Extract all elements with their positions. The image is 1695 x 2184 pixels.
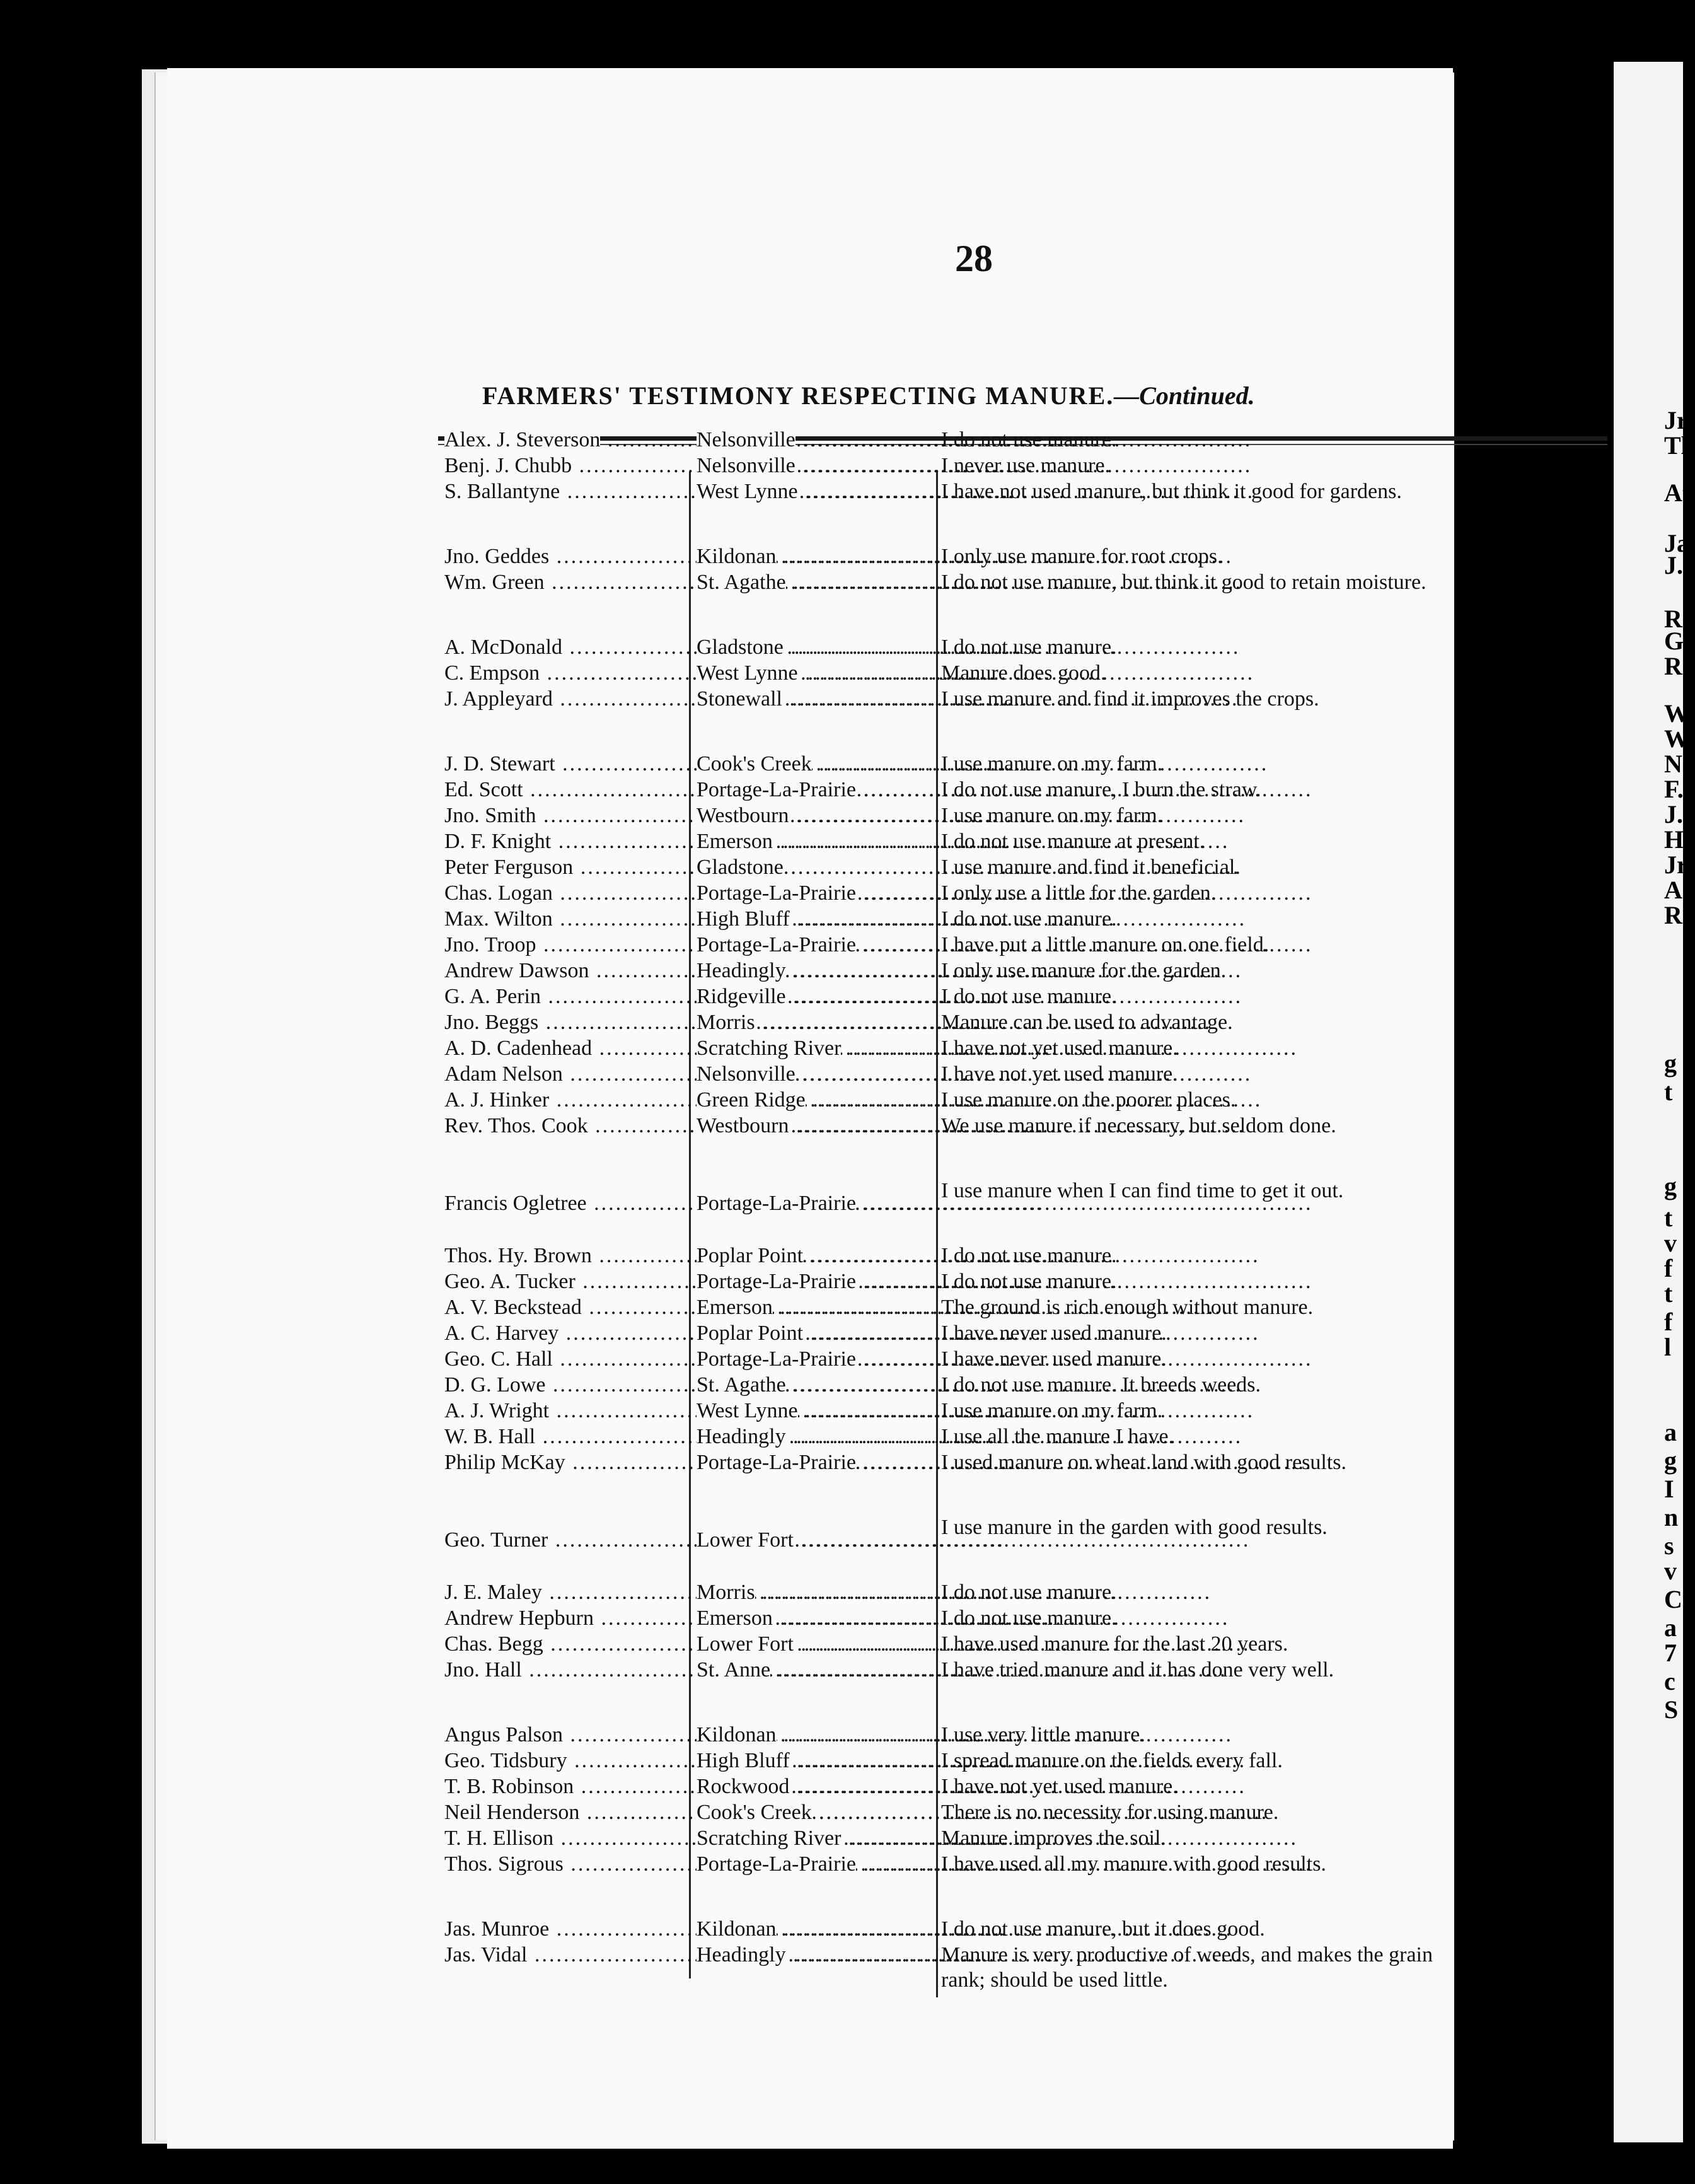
- farmer-place: [697, 777, 939, 803]
- farmer-name-text: C. Empson: [444, 661, 540, 685]
- farmer-answer: I do not use manure.: [941, 1244, 1117, 1267]
- farmer-answer: I do not use manure.: [941, 1581, 1117, 1604]
- farmer-answer: I use manure on my farm.: [941, 1399, 1163, 1422]
- facing-page-fragment: Gi: [1664, 627, 1691, 655]
- heading-continued: —Continued.: [1114, 381, 1255, 410]
- farmer-name-text: Philip McKay: [444, 1451, 565, 1474]
- farmer-name-text: Andrew Dawson: [444, 959, 589, 982]
- farmer-place: [697, 453, 939, 479]
- farmer-place: [697, 829, 939, 854]
- facing-page-fragment: Jr: [1664, 851, 1688, 879]
- farmer-place: [697, 752, 939, 777]
- farmer-name-text: Geo. C. Hall: [444, 1347, 553, 1371]
- facing-page-fragment: c: [1664, 1667, 1675, 1695]
- farmer-place-text: Portage-La-Prairie: [697, 933, 856, 956]
- farmer-place: [697, 881, 939, 906]
- facing-page-fragment: R: [1664, 901, 1682, 929]
- farmer-place: [697, 1036, 939, 1061]
- farmer-place: [697, 1774, 939, 1799]
- farmer-place-text: Westbourn: [697, 1114, 789, 1137]
- facing-page-edge: [1614, 62, 1695, 2142]
- farmer-place-text: St. Agathe: [697, 1373, 786, 1397]
- farmer-place: [697, 687, 939, 712]
- farmer-place: [697, 1606, 939, 1631]
- farmer-name-text: A. J. Wright: [444, 1399, 550, 1422]
- farmer-place-text: Emerson: [697, 1606, 773, 1630]
- page-number: 28: [955, 238, 993, 279]
- farmer-place: [697, 958, 939, 984]
- farmer-answer: I have put a little manure on one field.: [941, 933, 1270, 956]
- farmer-answer: I only use a little for the garden.: [941, 881, 1217, 905]
- farmer-place: [697, 1852, 939, 1877]
- farmer-place: [697, 1269, 939, 1294]
- farmer-answer: I use all the manure I have.: [941, 1425, 1174, 1448]
- farmer-place: [697, 570, 939, 595]
- facing-page-fragment: f: [1664, 1254, 1673, 1282]
- farmer-answer: I use manure on my farm.: [941, 804, 1163, 827]
- facing-page-fragment: N: [1664, 750, 1682, 778]
- farmer-place-text: High Bluff: [697, 1749, 790, 1772]
- facing-page-fragment: n: [1664, 1503, 1679, 1531]
- farmer-place-text: Portage-La-Prairie: [697, 881, 856, 905]
- facing-page-fragment: A: [1664, 876, 1682, 904]
- facing-page-fragment: Ro: [1664, 652, 1695, 680]
- farmer-answer: Manure improves the soil.: [941, 1827, 1166, 1850]
- farmer-answer: I do not use manure.: [941, 985, 1117, 1008]
- farmer-place-text: Rockwood: [697, 1775, 790, 1798]
- farmer-place-text: Ridgeville: [697, 985, 786, 1008]
- farmer-place: [697, 1347, 939, 1372]
- farmer-place: [697, 1943, 939, 1968]
- farmer-answer: We use manure if necessary, but seldom done.: [941, 1114, 1336, 1137]
- farmer-name-text: J. E. Maley: [444, 1581, 542, 1604]
- farmer-place-text: Kildonan: [697, 1917, 777, 1941]
- farmer-answer: I do not use manure.: [941, 1606, 1117, 1630]
- farmer-answer: I do not use manure.: [941, 1270, 1117, 1293]
- farmer-place-text: Portage-La-Prairie: [697, 1270, 856, 1293]
- farmer-name-text: Rev. Thos. Cook: [444, 1114, 588, 1137]
- farmer-place-text: Poplar Point: [697, 1244, 804, 1267]
- facing-page-fragment: a: [1664, 1613, 1677, 1642]
- farmer-place-text: Portage-La-Prairie: [697, 778, 856, 801]
- farmer-name-text: A. McDonald: [444, 636, 562, 659]
- facing-page-fragment: C: [1664, 1585, 1682, 1613]
- farmer-place-text: Portage-La-Prairie: [697, 1192, 856, 1215]
- farmer-name-text: Jno. Geddes: [444, 545, 550, 568]
- farmer-answer: There is no necessity for using manure.: [941, 1801, 1279, 1824]
- farmer-place-text: Morris: [697, 1581, 755, 1604]
- farmer-place: [697, 1800, 939, 1825]
- farmer-place-text: Portage-La-Prairie: [697, 1852, 856, 1876]
- farmer-place: [697, 1295, 939, 1320]
- farmer-place-text: Nelsonville: [697, 454, 795, 477]
- facing-page-fragment: a: [1664, 1418, 1677, 1446]
- farmer-answer: I used manure on wheat land with good results.: [941, 1451, 1347, 1474]
- farmer-name-text: G. A. Perin: [444, 985, 541, 1008]
- farmer-place: [697, 1243, 939, 1269]
- facing-page-fragment: l: [1664, 1333, 1672, 1361]
- farmer-place-text: Portage-La-Prairie: [697, 1347, 856, 1371]
- farmer-name-text: Alex. J. Steverson: [444, 428, 601, 451]
- farmer-name-text: Peter Ferguson: [444, 856, 574, 879]
- farmer-answer: I do not use manure.: [941, 428, 1117, 451]
- farmer-name-text: Geo. Turner: [444, 1528, 548, 1552]
- farmer-answer: I use manure and find it improves the crops.: [941, 687, 1319, 711]
- farmer-place-text: Poplar Point: [697, 1321, 804, 1345]
- farmer-place-text: Emerson: [697, 1296, 773, 1319]
- farmer-answer: Manure is very productive of weeds, and makes the grain rank; should be used little.: [941, 1943, 1433, 1992]
- farmer-place-text: West Lynne: [697, 480, 798, 503]
- farmer-name-text: A. D. Cadenhead: [444, 1037, 593, 1060]
- farmer-name-text: S. Ballantyne: [444, 480, 560, 503]
- facing-page-fragment: t: [1664, 1279, 1673, 1308]
- farmer-name-text: W. B. Hall: [444, 1425, 536, 1448]
- farmer-name-text: D. G. Lowe: [444, 1373, 546, 1397]
- farmer-name-text: Geo. A. Tucker: [444, 1270, 576, 1293]
- farmer-place-text: Scratching River: [697, 1827, 842, 1850]
- farmer-place: [697, 635, 939, 660]
- farmer-place: [697, 1321, 939, 1346]
- farmer-name-text: Jas. Vidal: [444, 1943, 528, 1966]
- farmer-place-text: St. Agathe: [697, 571, 786, 594]
- farmer-name-text: T. B. Robinson: [444, 1775, 574, 1798]
- farmer-answer: I have not yet used manure.: [941, 1037, 1178, 1060]
- facing-page-fragment: S: [1664, 1695, 1679, 1724]
- facing-page-fragment: t: [1664, 1204, 1673, 1232]
- farmer-answer: I use manure on my farm.: [941, 752, 1163, 775]
- farmer-place-text: Stonewall: [697, 687, 782, 711]
- farmer-place-text: Westbourn: [697, 804, 789, 827]
- farmer-answer: The ground is rich enough without manure.: [941, 1296, 1314, 1319]
- farmer-answer: I never use manure.: [941, 454, 1111, 477]
- farmer-name-text: Jas. Munroe: [444, 1917, 550, 1941]
- farmer-answer: Manure does good.: [941, 661, 1106, 685]
- farmer-name-text: J. Appleyard: [444, 687, 553, 711]
- farmer-name-text: Andrew Hepburn: [444, 1606, 594, 1630]
- farmer-name-text: Max. Wilton: [444, 907, 553, 931]
- farmer-place: [697, 1917, 939, 1942]
- farmer-name-text: Ed. Scott: [444, 778, 523, 801]
- farmer-place: [697, 984, 939, 1009]
- farmer-answer: I use very little manure.: [941, 1723, 1145, 1746]
- farmer-answer: I have never used manure.: [941, 1321, 1167, 1345]
- farmer-place-text: High Bluff: [697, 907, 790, 931]
- farmer-answer: I do not use manure, I burn the straw.: [941, 778, 1261, 801]
- farmer-name-text: A. J. Hinker: [444, 1088, 550, 1112]
- farmer-place-text: Green Ridge: [697, 1088, 806, 1112]
- facing-page-fragment: W: [1664, 699, 1689, 728]
- farmer-place: [697, 1010, 939, 1035]
- farmer-answer: I use manure in the garden with good results.: [941, 1516, 1328, 1539]
- facing-page-fragment: H: [1664, 825, 1684, 854]
- farmer-place: [697, 1580, 939, 1605]
- farmer-answer: I do not use manure.: [941, 636, 1117, 659]
- farmer-name-text: Chas. Begg: [444, 1632, 543, 1656]
- farmer-place: [697, 1722, 939, 1748]
- farmer-place-text: West Lynne: [697, 1399, 798, 1422]
- farmer-place-text: Headingly: [697, 1425, 786, 1448]
- farmer-place: [697, 1658, 939, 1683]
- farmer-name-text: Jno. Troop: [444, 933, 536, 956]
- farmer-place-text: Lower Fort: [697, 1528, 794, 1552]
- farmer-name-text: Jno. Smith: [444, 804, 536, 827]
- farmer-place: [697, 1398, 939, 1424]
- farmer-answer: I only use manure for the garden.: [941, 959, 1227, 982]
- facing-page-fragment: Tl: [1664, 431, 1688, 460]
- farmer-place: [697, 661, 939, 686]
- farmer-place-text: Cook's Creek: [697, 752, 812, 775]
- farmer-answer: I have not yet used manure.: [941, 1062, 1178, 1086]
- farmer-place: [697, 1748, 939, 1774]
- farmer-place-text: Scratching River: [697, 1037, 842, 1060]
- farmer-place: [697, 544, 939, 569]
- farmer-name-text: Angus Palson: [444, 1723, 563, 1746]
- farmer-answer: I have used all my manure with good results.: [941, 1852, 1326, 1876]
- farmer-answer: I use manure and find it beneficial.: [941, 856, 1241, 879]
- facing-page-fragment: g: [1664, 1172, 1677, 1200]
- farmer-place-text: Kildonan: [697, 545, 777, 568]
- facing-page-fragment: J.: [1664, 551, 1683, 579]
- farmer-place-text: Morris: [697, 1011, 755, 1034]
- farmer-answer: I use manure when I can find time to get it out.: [941, 1179, 1344, 1202]
- farmer-name-text: Wm. Green: [444, 571, 545, 594]
- farmer-answer: I do not use manure, but it does good.: [941, 1917, 1265, 1941]
- farmer-place: [697, 1088, 939, 1113]
- farmer-place: [697, 855, 939, 880]
- farmer-answer: I have never used manure.: [941, 1347, 1167, 1371]
- farmer-name-text: Francis Ogletree: [444, 1192, 587, 1215]
- farmer-name-text: Jno. Beggs: [444, 1011, 539, 1034]
- facing-page-fragment: At: [1664, 479, 1691, 507]
- farmer-place-text: Portage-La-Prairie: [697, 1451, 856, 1474]
- farmer-answer: I do not use manure. It breeds weeds.: [941, 1373, 1261, 1397]
- facing-page-fragment: 7: [1664, 1639, 1677, 1667]
- farmer-name-text: A. V. Beckstead: [444, 1296, 582, 1319]
- facing-page-fragment: v: [1664, 1557, 1677, 1585]
- farmer-place: [697, 427, 939, 453]
- facing-page-fragment: J.: [1664, 800, 1683, 828]
- farmer-place: [697, 479, 939, 504]
- facing-page-fragment: t: [1664, 1077, 1673, 1106]
- farmer-place-text: Cook's Creek: [697, 1801, 812, 1824]
- heading-title: FARMERS' TESTIMONY RESPECTING MANURE.: [482, 381, 1114, 410]
- farmer-place-text: Emerson: [697, 830, 773, 853]
- farmer-answer: I do not use manure, but think it good to retain moisture.: [941, 571, 1426, 594]
- farmer-name-text: Benj. J. Chubb: [444, 454, 572, 477]
- farmer-place: [697, 1113, 939, 1139]
- farmer-name-text: T. H. Ellison: [444, 1827, 554, 1850]
- farmer-place: [697, 932, 939, 958]
- farmer-place-text: Gladstone: [697, 856, 784, 879]
- facing-page-fragment: R.: [1664, 605, 1689, 633]
- farmer-place: [697, 1373, 939, 1398]
- farmer-place-text: Kildonan: [697, 1723, 777, 1746]
- book-page: [167, 68, 1453, 2149]
- farmer-place-text: West Lynne: [697, 661, 798, 685]
- facing-page-fragment: s: [1664, 1531, 1674, 1560]
- farmer-place-text: Gladstone: [697, 636, 784, 659]
- farmer-answer: I use manure on the poorer places.: [941, 1088, 1236, 1112]
- facing-page-fragment: Jr: [1664, 406, 1688, 434]
- farmer-place-text: Nelsonville: [697, 1062, 795, 1086]
- farmer-answer: I have not yet used manure.: [941, 1775, 1178, 1798]
- farmer-name-text: Chas. Logan: [444, 881, 553, 905]
- farmer-place: [697, 1826, 939, 1851]
- farmer-place: [697, 1528, 939, 1553]
- farmer-place: [697, 907, 939, 932]
- facing-page-fragment: g: [1664, 1446, 1677, 1475]
- farmer-place: [697, 1191, 939, 1216]
- facing-page-fragment: v: [1664, 1229, 1677, 1257]
- farmer-place: [697, 1632, 939, 1657]
- farmer-name-text: Thos. Hy. Brown: [444, 1244, 592, 1267]
- facing-page-fragment: g: [1664, 1049, 1677, 1077]
- farmer-name-text: Jno. Hall: [444, 1658, 522, 1682]
- facing-page-fragment: W: [1664, 724, 1689, 753]
- farmer-place-text: St. Anne: [697, 1658, 771, 1682]
- farmer-name-text: Adam Nelson: [444, 1062, 563, 1086]
- farmer-place: [697, 1450, 939, 1475]
- page-heading: [482, 381, 1617, 410]
- farmer-name-text: Neil Henderson: [444, 1801, 580, 1824]
- facing-page-fragment: I: [1664, 1475, 1674, 1503]
- facing-page-fragment: F.: [1664, 775, 1684, 803]
- farmer-answer: I have not used manure, but think it good for gardens.: [941, 480, 1402, 503]
- facing-page-fragment: Ja: [1664, 529, 1689, 557]
- farmer-place: [697, 1062, 939, 1087]
- farmer-name-text: Geo. Tidsbury: [444, 1749, 567, 1772]
- farmer-answer: I do not use manure at present.: [941, 830, 1205, 853]
- farmer-answer: I do not use manure.: [941, 907, 1117, 931]
- farmer-place-text: Headingly: [697, 959, 786, 982]
- farmer-answer: I only use manure for root crops.: [941, 545, 1223, 568]
- farmer-place: [697, 1424, 939, 1449]
- farmer-name-text: J. D. Stewart: [444, 752, 555, 775]
- farmer-name-text: A. C. Harvey: [444, 1321, 559, 1345]
- farmer-name-text: D. F. Knight: [444, 830, 552, 853]
- farmer-answer: I spread manure on the fields every fall.: [941, 1749, 1283, 1772]
- farmer-place-text: Nelsonville: [697, 428, 795, 451]
- farmer-place-text: Headingly: [697, 1943, 786, 1966]
- farmer-place-text: Lower Fort: [697, 1632, 794, 1656]
- farmer-answer: I have tried manure and it has done very well.: [941, 1658, 1334, 1682]
- farmer-answer: I have used manure for the last 20 years.: [941, 1632, 1288, 1656]
- farmer-answer: Manure can be used to advantage.: [941, 1011, 1233, 1034]
- farmer-name-text: Thos. Sigrous: [444, 1852, 564, 1876]
- farmer-place: [697, 803, 939, 828]
- facing-page-fragment: f: [1664, 1308, 1673, 1336]
